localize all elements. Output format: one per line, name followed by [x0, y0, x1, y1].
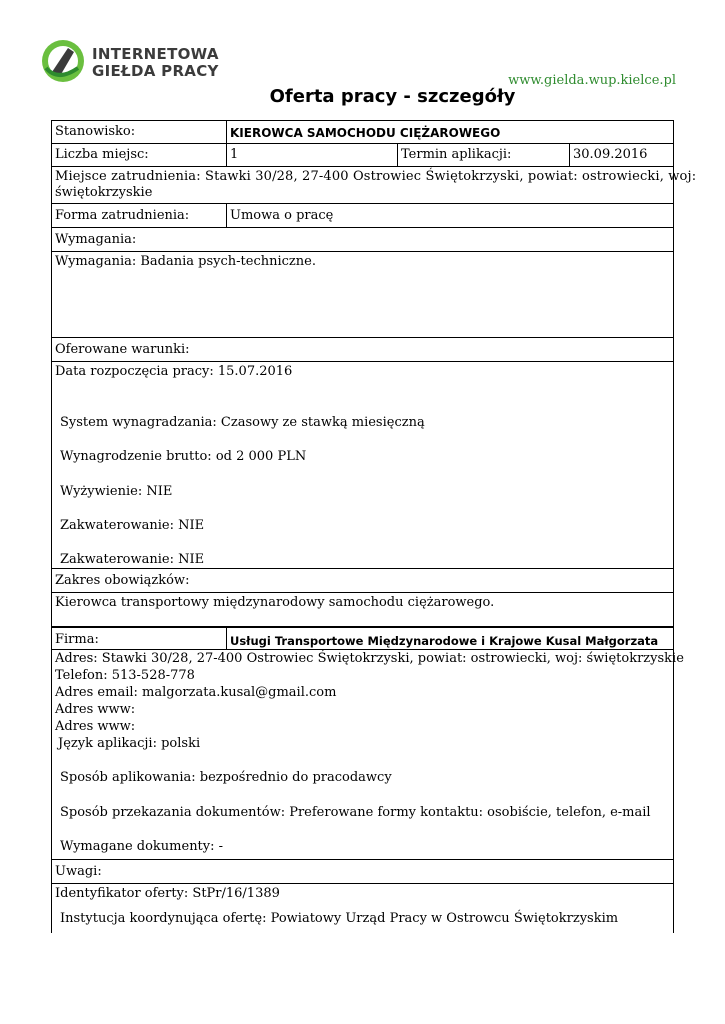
employment-row [52, 204, 673, 228]
position-value: KIEROWCA SAMOCHODU CIĘŻAROWEGO [226, 121, 673, 143]
conditions-row [52, 362, 673, 569]
requirements-row [52, 252, 673, 338]
company-label: Firma: [55, 632, 99, 647]
position-row [52, 121, 673, 144]
contact-address: Adres: Stawki 30/28, 27-400 Ostrowiec Świętokrzyski, powiat: ostrowiecki, woj: świętokrzyskie [55, 651, 684, 666]
requirements-header-row [52, 228, 673, 252]
places-row [52, 144, 673, 167]
conditions-pay-system: System wynagradzania: Czasowy ze stawką miesięczną [60, 415, 425, 430]
places-value: 1 [226, 144, 397, 166]
company-value: Usługi Transportowe Międzynarodowe i Krajowe Kusal Małgorzata [226, 628, 673, 649]
page-title: Oferta pracy - szczegóły [269, 86, 516, 107]
notes-header-row [52, 860, 673, 884]
contact-email: Adres email: malgorzata.kusal@gmail.com [55, 685, 337, 700]
contact-required-docs: Wymagane dokumenty: - [60, 839, 224, 854]
location-line2: świętokrzyskie [55, 185, 153, 200]
contact-www-1: Adres www: [55, 702, 136, 717]
offer-id: Identyfikator oferty: StPr/16/1389 [55, 886, 280, 901]
requirements-label: Wymagania: [55, 232, 137, 247]
coordinating-institution: Instytucja koordynująca ofertę: Powiatowy Urząd Pracy w Ostrowcu Świętokrzyskim [60, 911, 619, 926]
contact-language: Język aplikacji: polski [58, 736, 201, 751]
conditions-housing-1: Zakwaterowanie: NIE [60, 518, 205, 533]
duties-label: Zakres obowiązków: [55, 573, 190, 588]
offer-table [51, 120, 697, 933]
contact-phone: Telefon: 513-528-778 [55, 668, 195, 683]
conditions-housing-2: Zakwaterowanie: NIE [60, 552, 205, 567]
conditions-label: Oferowane warunki: [55, 342, 190, 357]
conditions-food: Wyżywienie: NIE [60, 484, 173, 499]
contact-www-2: Adres www: [55, 719, 136, 734]
employment-value: Umowa o pracę [226, 204, 673, 227]
location-line1: Miejsce zatrudnienia: Stawki 30/28, 27-400 Ostrowiec Świętokrzyski, powiat: ostrowiecki, woj: [55, 169, 697, 184]
logo-line1: INTERNETOWA [92, 45, 219, 63]
company-row [52, 627, 673, 650]
conditions-header-row [52, 338, 673, 362]
duties-row [52, 593, 673, 627]
location-row [52, 167, 697, 204]
conditions-start: Data rozpoczęcia pracy: 15.07.2016 [55, 364, 293, 379]
notes-label: Uwagi: [55, 864, 102, 879]
employment-label: Forma zatrudnienia: [55, 208, 190, 223]
requirements-value: Wymagania: Badania psych-techniczne. [55, 254, 316, 269]
places-label: Liczba miejsc: [55, 147, 149, 162]
contact-documents-method: Sposób przekazania dokumentów: Preferowane formy kontaktu: osobiście, telefon, e-mail [60, 805, 651, 820]
site-url-link[interactable]: www.gielda.wup.kielce.pl [508, 73, 676, 88]
deadline-label: Termin aplikacji: [397, 144, 569, 166]
duties-header-row [52, 569, 673, 593]
contact-apply-method: Sposób aplikowania: bezpośrednio do pracodawcy [60, 770, 392, 785]
conditions-salary: Wynagrodzenie brutto: od 2 000 PLN [60, 449, 307, 464]
position-label: Stanowisko: [55, 124, 136, 139]
duties-value: Kierowca transportowy międzynarodowy samochodu ciężarowego. [55, 595, 495, 610]
deadline-value: 30.09.2016 [569, 144, 673, 166]
logo-line2: GIEŁDA PRACY [92, 62, 219, 80]
notes-row [52, 884, 673, 933]
contact-row [52, 650, 684, 860]
